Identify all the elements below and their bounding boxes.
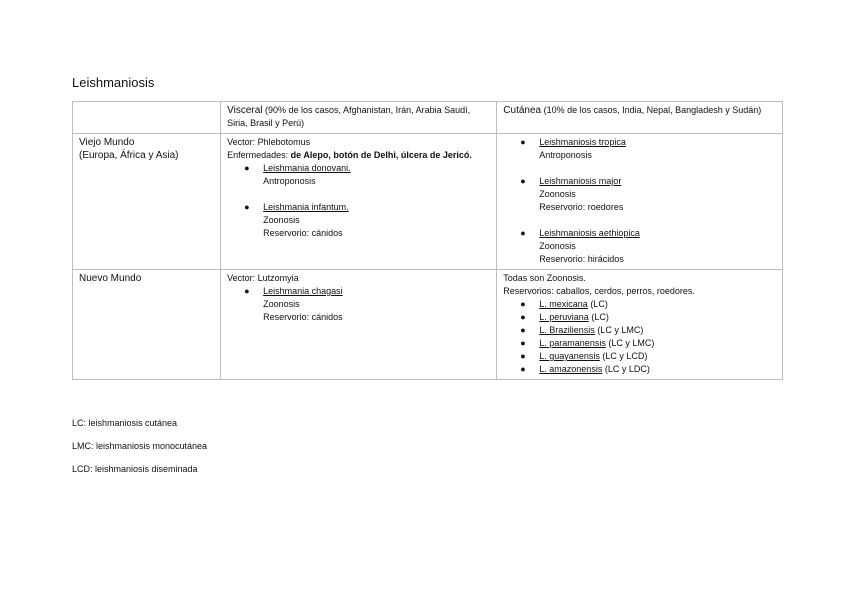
species-name: L. Braziliensis <box>539 325 595 335</box>
species-name: Leishmania donovani. <box>263 163 351 173</box>
viejo-visceral-species-list <box>227 162 490 240</box>
species-detail: Reservorio: hirácidos <box>539 254 624 264</box>
list-item <box>503 227 776 266</box>
nuevo-visceral-cell <box>221 270 497 380</box>
species-detail: Reservorio: cánidos <box>263 228 343 238</box>
nuevo-cutanea-species-list <box>503 298 776 376</box>
list-item <box>227 162 490 188</box>
header-empty-cell <box>73 102 221 134</box>
nuevo-vector: Vector: Lutzomyia <box>227 273 299 283</box>
spacer <box>227 188 490 201</box>
viejo-cutanea-cell <box>497 134 783 270</box>
species-detail: Reservorio: roedores <box>539 202 624 212</box>
nuevo-cutanea-cell <box>497 270 783 380</box>
bullet-icon: ● <box>520 351 526 361</box>
list-item <box>227 201 490 240</box>
bullet-icon: ● <box>520 176 526 186</box>
viejo-vector: Vector: Phlebotomus <box>227 137 311 147</box>
legend-lc: LC: leishmaniosis cutánea <box>72 418 178 428</box>
species-detail: Zoonosis <box>263 215 300 225</box>
species-note: (LC y LDC) <box>602 364 650 374</box>
species-detail: Zoonosis <box>539 189 576 199</box>
list-item <box>503 337 776 350</box>
viejo-mundo-label: Viejo Mundo <box>79 137 135 148</box>
list-item <box>503 363 776 376</box>
species-detail: Antroponosis <box>263 176 316 186</box>
bullet-icon: ● <box>520 137 526 147</box>
species-note: (LC y LMC) <box>605 338 655 348</box>
nuevo-visceral-species-list <box>227 285 490 324</box>
species-name: Leishmaniosis major <box>539 176 622 186</box>
species-name: L. amazonensis <box>539 364 603 374</box>
legend-lcd: LCD: leishmaniosis diseminada <box>72 464 198 474</box>
nuevo-mundo-label-cell <box>73 270 221 380</box>
bullet-icon: ● <box>244 163 250 173</box>
list-item <box>503 350 776 363</box>
bullet-icon: ● <box>520 364 526 374</box>
nuevo-cutanea-intro: Todas son Zoonosis. <box>503 273 586 283</box>
species-name: Leishmaniosis tropica <box>539 137 626 147</box>
list-item <box>503 324 776 337</box>
table-header-row <box>73 102 783 134</box>
viejo-mundo-region: (Europa, África y Asia) <box>79 150 179 161</box>
nuevo-cutanea-reservorios: Reservorios: caballos, cerdos, perros, roedores. <box>503 286 695 296</box>
visceral-note: (90% de los casos, Afghanistan, Irán, Arabia Saudí, Siria, Brasil y Perú) <box>227 105 471 128</box>
cutanea-title: Cutánea <box>503 105 542 116</box>
bullet-icon: ● <box>520 338 526 348</box>
visceral-title: Visceral <box>227 105 263 116</box>
bullet-icon: ● <box>244 286 250 296</box>
species-note: (LC y LMC) <box>594 325 644 335</box>
bullet-icon: ● <box>520 228 526 238</box>
list-item <box>227 285 490 324</box>
species-detail: Zoonosis <box>539 241 576 251</box>
species-name: Leishmaniosis aethiopica <box>539 228 640 238</box>
species-name: Leishmania chagasi <box>263 286 343 296</box>
species-detail: Reservorio: cánidos <box>263 312 343 322</box>
table-row-viejo-mundo <box>73 134 783 270</box>
species-note: (LC y LCD) <box>599 351 648 361</box>
viejo-enfermedades-prefix: Enfermedades: <box>227 150 291 160</box>
bullet-icon: ● <box>520 325 526 335</box>
spacer <box>503 214 776 227</box>
bullet-icon: ● <box>520 299 526 309</box>
list-item <box>503 136 776 162</box>
species-detail: Zoonosis <box>263 299 300 309</box>
bullet-icon: ● <box>520 312 526 322</box>
viejo-enfermedades: de Alepo, botón de Delhi, úlcera de Jericó. <box>290 150 472 160</box>
bullet-icon: ● <box>244 202 250 212</box>
page-title: Leishmaniosis <box>72 75 155 90</box>
header-cutanea-cell <box>497 102 783 134</box>
spacer <box>503 162 776 175</box>
species-name: Leishmania infantum. <box>263 202 349 212</box>
species-note: (LC) <box>587 299 608 309</box>
legend-lmc: LMC: leishmaniosis monocutánea <box>72 441 208 451</box>
species-name: L. paramanensis <box>539 338 606 348</box>
species-name: L. peruviana <box>539 312 589 322</box>
table-row-nuevo-mundo <box>73 270 783 380</box>
species-note: (LC) <box>588 312 609 322</box>
species-name: L. guayanensis <box>539 351 600 361</box>
list-item <box>503 175 776 214</box>
nuevo-mundo-label: Nuevo Mundo <box>79 273 142 284</box>
species-name: L. mexicana <box>539 299 588 309</box>
cutanea-note: (10% de los casos, India, Nepal, Bangladesh y Sudán) <box>541 105 762 115</box>
viejo-cutanea-species-list <box>503 136 776 266</box>
species-detail: Antroponosis <box>539 150 592 160</box>
list-item <box>503 298 776 311</box>
list-item <box>503 311 776 324</box>
viejo-mundo-label-cell <box>73 134 221 270</box>
header-visceral-cell <box>221 102 497 134</box>
viejo-visceral-cell <box>221 134 497 270</box>
leishmaniosis-table <box>72 101 783 380</box>
